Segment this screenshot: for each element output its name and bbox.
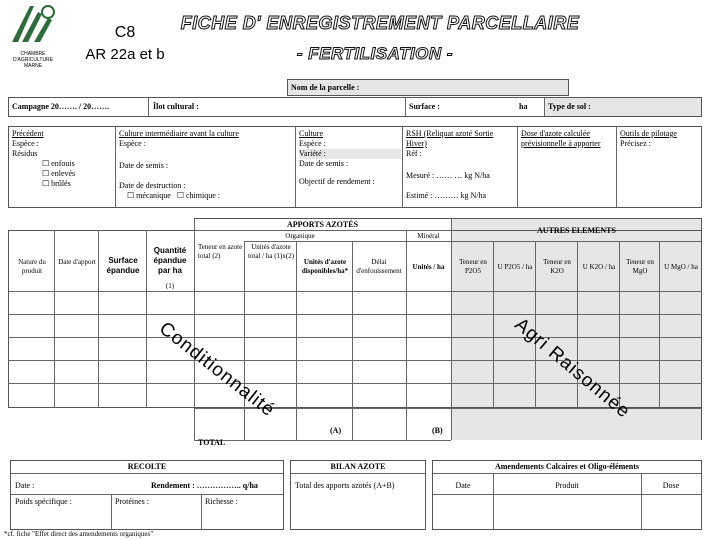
autres-title: AUTRES ELEMENTS xyxy=(537,226,616,235)
total-b-label: (B) xyxy=(432,426,443,435)
campaign-row xyxy=(8,97,702,117)
footnote: *cf. fiche "Effet direct des amendements organiques" xyxy=(4,530,154,538)
col-quantite-note: (1) xyxy=(165,282,175,290)
culture-variete[interactable]: Variété : xyxy=(299,149,401,159)
soil-type-label: Type de sol : xyxy=(548,102,591,111)
recolte-block xyxy=(10,460,284,530)
campaign-label[interactable]: Campagne 20……. / 20……. xyxy=(12,102,110,111)
apports-title: APPORTS AZOTÉS xyxy=(286,220,359,229)
culture-semis[interactable]: Date de semis : xyxy=(299,159,349,168)
recolte-proteines[interactable]: Protéines : xyxy=(115,497,149,506)
residus-option-enleves[interactable]: ☐ enlevés xyxy=(42,169,76,178)
col-teneur: Teneur en azote total (2) xyxy=(198,243,243,260)
logo-org: CHAMBRE D'AGRICULTURE xyxy=(12,51,54,63)
ilot-label[interactable]: Îlot cultural : xyxy=(153,102,199,111)
soil-type-cell[interactable] xyxy=(545,98,701,116)
parcel-name-field[interactable] xyxy=(287,79,569,96)
form-code: C8 xyxy=(114,24,136,41)
recolte-title: RECOLTE xyxy=(127,462,167,471)
logo-region: MARNE xyxy=(23,63,43,69)
pilotage-precisez[interactable]: Précisez : xyxy=(620,139,651,148)
culture-section xyxy=(299,129,401,187)
precedent-section xyxy=(12,129,112,189)
destruction-meca: mécanique xyxy=(136,191,171,200)
apports-table xyxy=(8,218,702,448)
culture-espece[interactable]: Espèce : xyxy=(299,139,326,148)
col-surface: Surface épandue xyxy=(106,256,140,275)
checkbox-icon[interactable]: ☐ xyxy=(176,191,184,200)
logo-emblem xyxy=(4,2,62,46)
col-nature: Nature du produit xyxy=(18,258,46,275)
total-label: TOTAL xyxy=(198,438,226,447)
rsh-estime[interactable]: Estimé : ……… kg N/ha xyxy=(406,191,486,200)
dose-title: Dose d'azote calculée prévisionnelle à apporter xyxy=(521,129,601,148)
col-k-unites: U K2O / ha xyxy=(582,263,616,271)
mineral-label: Minéral xyxy=(417,232,440,240)
interculture-semis[interactable]: Date de semis : xyxy=(119,161,169,170)
surface-unit: ha xyxy=(519,102,528,111)
amend-date: Date xyxy=(455,481,471,490)
interculture-section xyxy=(119,129,299,201)
organique-label: Organique xyxy=(285,232,315,240)
checkbox-icon[interactable]: ☐ xyxy=(42,169,50,178)
precedent-espece[interactable]: Espèce : xyxy=(12,139,39,148)
amend-dose: Dose xyxy=(662,481,680,490)
col-k-teneur: Teneur en K2O xyxy=(543,258,571,275)
bilan-block xyxy=(290,460,426,530)
col-p-unites: U P2O5 / ha xyxy=(497,263,533,271)
culture-objectif[interactable]: Objectif de rendement : xyxy=(299,177,375,186)
bilan-title: BILAN AZOTE xyxy=(330,462,386,471)
logo xyxy=(4,2,62,69)
amend-title: Amendements Calcaires et Oligo-éléments xyxy=(494,462,640,471)
surface-label[interactable]: Surface : xyxy=(409,102,440,111)
checkbox-icon[interactable]: ☐ xyxy=(127,191,135,200)
amend-produit: Produit xyxy=(555,481,579,490)
total-a-label: (A) xyxy=(330,426,342,435)
col-delai: Délai d'enfouissement xyxy=(356,258,402,275)
precedent-title: Précédent xyxy=(12,129,44,138)
pilotage-section xyxy=(620,129,700,149)
page-subtitle: - FERTILISATION - xyxy=(296,44,454,63)
col-unites-dispo: Unités d'azote disponibles/ha* xyxy=(301,258,349,275)
interculture-title: Culture intermédiaire avant la culture xyxy=(119,129,239,138)
checkbox-icon[interactable]: ☐ xyxy=(42,179,50,188)
amendements-block xyxy=(432,460,702,530)
recolte-rendement[interactable]: Rendement : …………….. q/ha xyxy=(151,481,258,490)
crop-info-block xyxy=(8,126,702,208)
rsh-ref[interactable]: Réf : xyxy=(406,149,422,158)
rsh-title: RSH (Reliquat azoté Sortie Hiver) xyxy=(406,129,494,148)
residus-option-brules[interactable]: ☐ brûlés xyxy=(42,179,71,188)
culture-title: Culture xyxy=(299,129,323,138)
rsh-section xyxy=(406,129,516,201)
page-title: FICHE D' ENREGISTREMENT PARCELLAIRE xyxy=(180,13,580,33)
interculture-destruction[interactable]: Date de destruction : xyxy=(119,181,186,190)
bilan-total[interactable]: Total des apports azotés (A+B) xyxy=(295,481,395,490)
rsh-mesure[interactable]: Mesuré : …… … kg N/ha xyxy=(406,171,490,180)
interculture-espece[interactable]: Espèce : xyxy=(119,139,146,148)
col-date: Date d'apport xyxy=(58,258,96,266)
residus-option-enfouis[interactable]: ☐ enfouis xyxy=(42,159,75,168)
precedent-residus: Résidus xyxy=(12,149,38,158)
col-mg-unites: U MgO / ha xyxy=(664,263,698,271)
col-unites-ha: Unités / ha xyxy=(412,263,445,271)
recolte-richesse[interactable]: Richesse : xyxy=(205,497,238,506)
checkbox-icon[interactable]: ☐ xyxy=(42,159,50,168)
col-mg-teneur: Teneur en MgO xyxy=(626,258,654,275)
parcel-name-label: Nom de la parcelle : xyxy=(291,83,360,92)
recolte-date[interactable]: Date : xyxy=(15,481,35,490)
pilotage-title: Outils de pilotage xyxy=(620,129,677,138)
recolte-poids[interactable]: Poids spécifique : xyxy=(15,497,72,506)
col-unites-total: Unités d'azote total / ha (1)x(2) xyxy=(247,243,295,260)
destruction-chim: chimique : xyxy=(186,191,220,200)
col-p-teneur: Teneur en P2O5 xyxy=(459,258,487,275)
col-quantite: Quantité épandue par ha xyxy=(153,246,187,275)
form-ref: AR 22a et b xyxy=(85,46,165,63)
dose-section[interactable] xyxy=(521,129,611,149)
